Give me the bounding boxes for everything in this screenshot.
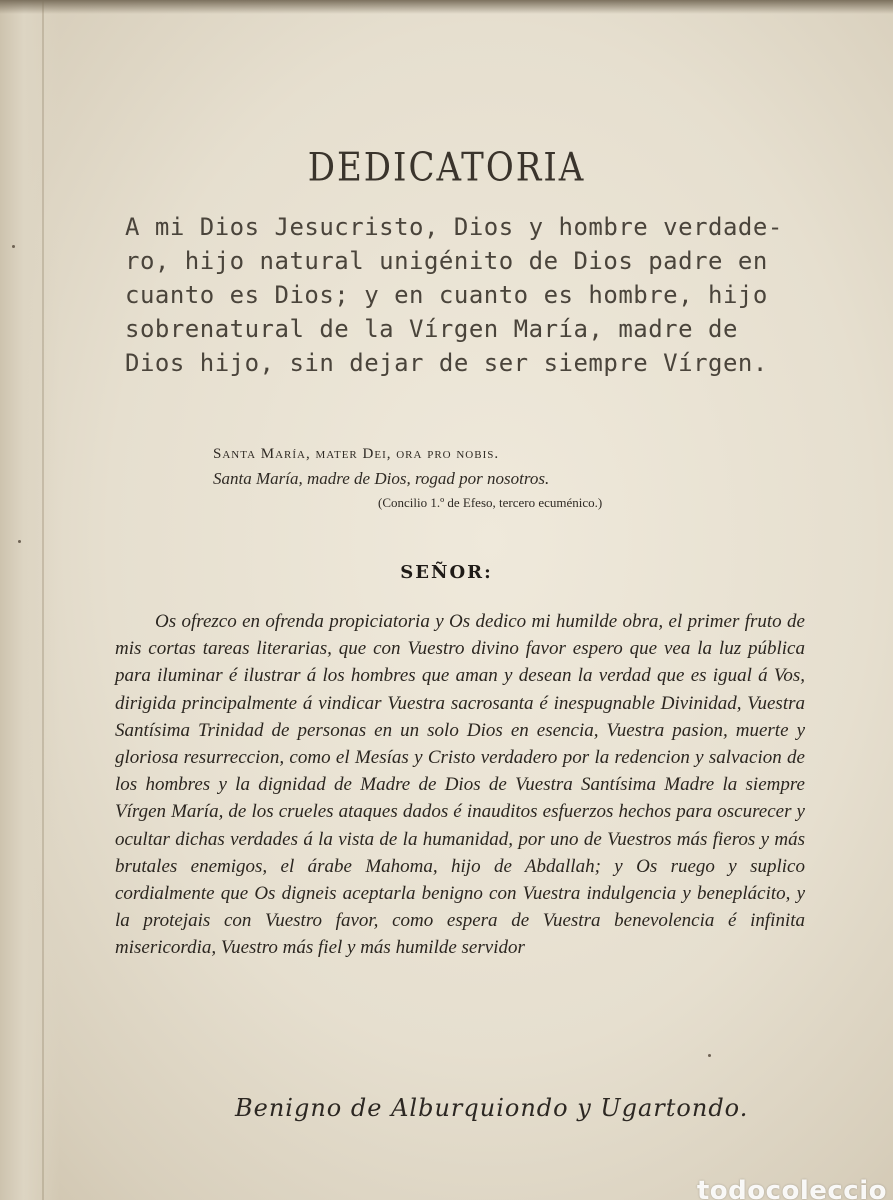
paper-speck xyxy=(708,1054,711,1057)
watermark-text: todocoleccio xyxy=(696,1176,887,1200)
invocation-block xyxy=(213,442,733,514)
dedication-line: sobrenatural de la Vírgen María, madre de xyxy=(125,315,738,343)
dedication-line: cuanto es Dios; y en cuanto es hombre, hijo xyxy=(125,281,768,309)
letter-body xyxy=(115,608,805,962)
page-top-edge xyxy=(0,0,893,14)
salutation-heading: SEÑOR: xyxy=(400,562,493,583)
dedication-paragraph xyxy=(125,210,805,380)
signature: Benigno de Alburquiondo y Ugartondo. xyxy=(235,1094,749,1122)
dedication-line: A mi Dios Jesucristo, Dios y hombre verdade- xyxy=(125,213,783,241)
invocation-source: (Concilio 1.º de Efeso, tercero ecuménico.) xyxy=(378,495,603,510)
dedication-line: ro, hijo natural unigénito de Dios padre en xyxy=(125,247,768,275)
letter-paragraph: Os ofrezco en ofrenda propiciatoria y Os dedico mi humilde obra, el primer fruto de mis cortas tareas literarias, que con Vuestro divino favor espero que vea la luz pública para iluminar é ilustrar á los hombres que aman y desean la verdad que es igual á Vos, dirigida principalmente á vindicar Vuestra sacrosanta é inespugnable Divinidad, Vuestra Santísima Trinidad de personas en un solo Dios en esencia, Vuestra pasion, muerte y gloriosa resurreccion, como el Mesías y Cristo verdadero por la redencion y salvacion de los hombres y la dignidad de Madre de Dios de Vuestra Santísima Madre la siempre Vírgen María, de los crueles ataques dados é inauditos esfuerzos hechos para oscurecer y ocultar dichas verdades á la vista de la humanidad, por uno de Vuestros más fieros y más brutales enemigos, el árabe Mahoma, hijo de Abdallah; y Os ruego y suplico cordialmente que Os digneis aceptarla benigno con Vuestra indulgencia y beneplácito, y la protejais con Vuestro favor, como espera de Vuestra benevolencia é infinita misericordia, Vuestro más fiel y más humilde servidor xyxy=(115,611,805,959)
page-title: DEDICATORIA xyxy=(307,145,586,191)
paper-speck xyxy=(18,540,21,543)
paper-speck xyxy=(12,245,15,248)
dedication-line: Dios hijo, sin dejar de ser siempre Vírgen. xyxy=(125,349,768,377)
invocation-latin: Santa María, mater Dei, ora pro nobis. xyxy=(213,446,500,462)
invocation-spanish: Santa María, madre de Dios, rogad por nosotros. xyxy=(213,469,550,488)
